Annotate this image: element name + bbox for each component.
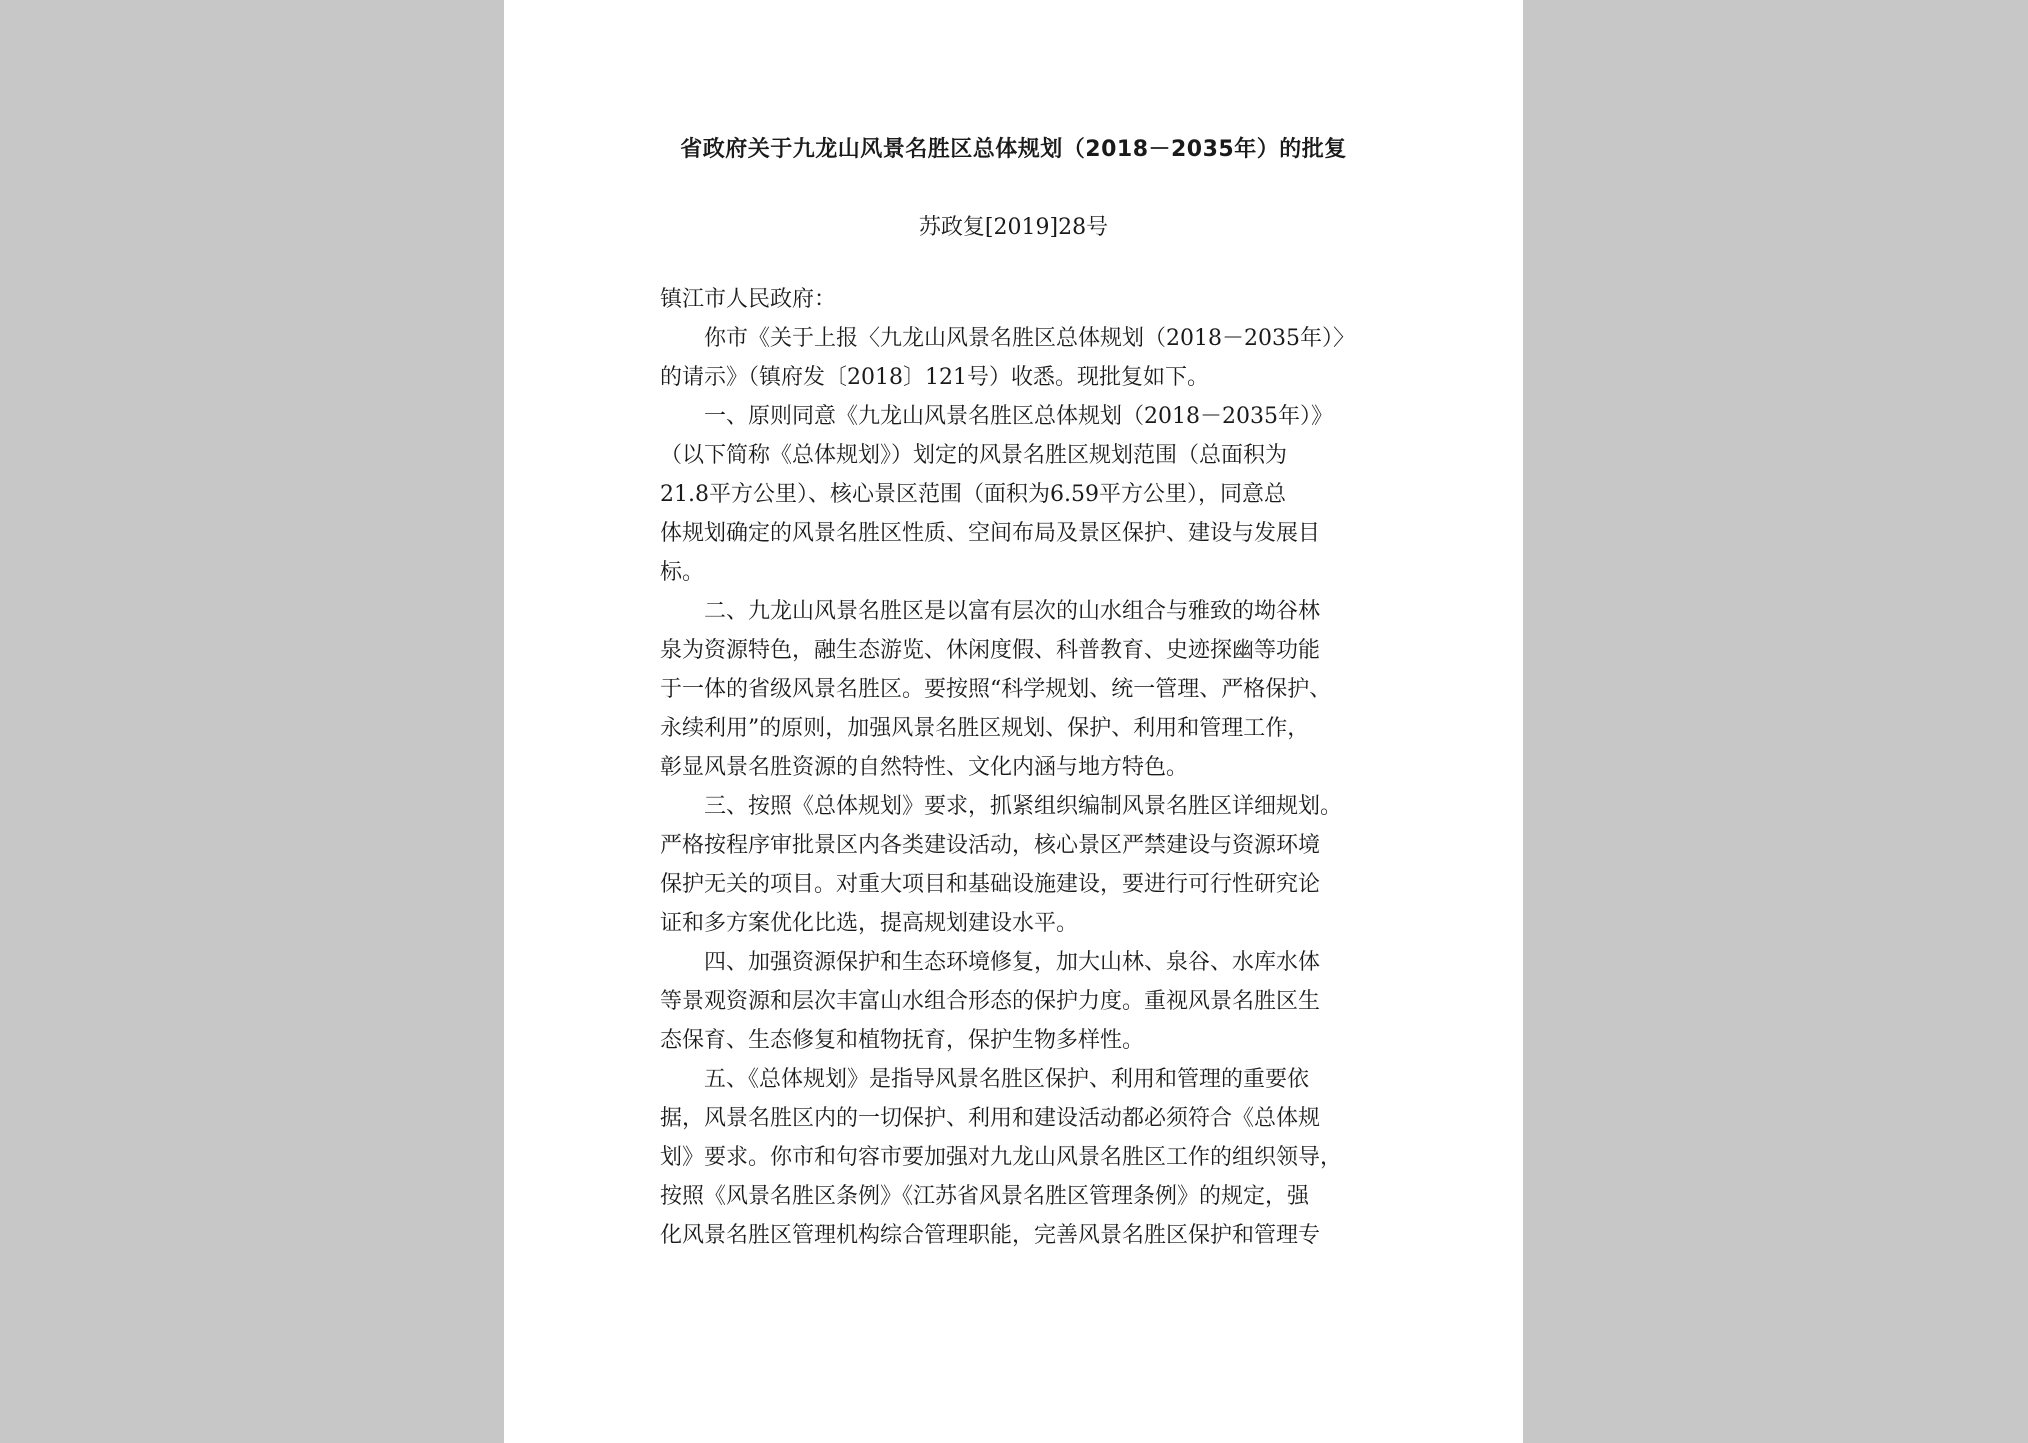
- body-line: 21.8平方公里）、核心景区范围（面积为6.59平方公里），同意总: [660, 482, 1286, 507]
- body-line: 三、按照《总体规划》要求，抓紧组织编制风景名胜区详细规划。: [704, 794, 1343, 819]
- body-line: 你市《关于上报〈九龙山风景名胜区总体规划（2018－2035年）〉: [704, 326, 1355, 351]
- body-line: 于一体的省级风景名胜区。要按照“科学规划、统一管理、严格保护、: [660, 677, 1332, 702]
- body-line: 严格按程序审批景区内各类建设活动，核心景区严禁建设与资源环境: [660, 833, 1321, 858]
- body-line: 的请示》（镇府发〔2018〕121号）收悉。现批复如下。: [660, 365, 1209, 390]
- body-line: 按照《风景名胜区条例》《江苏省风景名胜区管理条例》的规定，强: [660, 1184, 1310, 1209]
- body-line: 四、加强资源保护和生态环境修复，加大山林、泉谷、水库水体: [704, 950, 1321, 975]
- body-line: 二、九龙山风景名胜区是以富有层次的山水组合与雅致的坳谷林: [704, 599, 1321, 624]
- body-line: 泉为资源特色，融生态游览、休闲度假、科普教育、史迹探幽等功能: [660, 638, 1321, 663]
- document-number: 苏政复[2019]28号: [918, 215, 1109, 240]
- body-line: 永续利用”的原则，加强风景名胜区规划、保护、利用和管理工作，: [660, 716, 1310, 741]
- body-line: 五、《总体规划》是指导风景名胜区保护、利用和管理的重要依: [704, 1067, 1310, 1092]
- body-line: 化风景名胜区管理机构综合管理职能，完善风景名胜区保护和管理专: [660, 1223, 1321, 1248]
- document-title: 省政府关于九龙山风景名胜区总体规划（2018－2035年）的批复: [680, 137, 1347, 162]
- body-line: 态保育、生态修复和植物抚育，保护生物多样性。: [660, 1028, 1145, 1053]
- document-page: [504, 0, 1523, 1443]
- body-line: 标。: [660, 560, 705, 585]
- body-line: 证和多方案优化比选，提高规划建设水平。: [660, 911, 1079, 936]
- body-line: 彰显风景名胜资源的自然特性、文化内涵与地方特色。: [660, 755, 1189, 780]
- body-line: 划》要求。你市和句容市要加强对九龙山风景名胜区工作的组织领导，: [660, 1145, 1343, 1170]
- body-line: （以下简称《总体规划》）划定的风景名胜区规划范围（总面积为: [660, 443, 1288, 468]
- body-line: 等景观资源和层次丰富山水组合形态的保护力度。重视风景名胜区生: [660, 989, 1321, 1014]
- body-line: 保护无关的项目。对重大项目和基础设施建设，要进行可行性研究论: [660, 872, 1321, 897]
- body-line: 体规划确定的风景名胜区性质、空间布局及景区保护、建设与发展目: [660, 521, 1321, 546]
- body-line: 据，风景名胜区内的一切保护、利用和建设活动都必须符合《总体规: [660, 1106, 1321, 1131]
- body-line: 一、原则同意《九龙山风景名胜区总体规划（2018－2035年）》: [704, 404, 1333, 429]
- salutation: 镇江市人民政府：: [660, 287, 837, 312]
